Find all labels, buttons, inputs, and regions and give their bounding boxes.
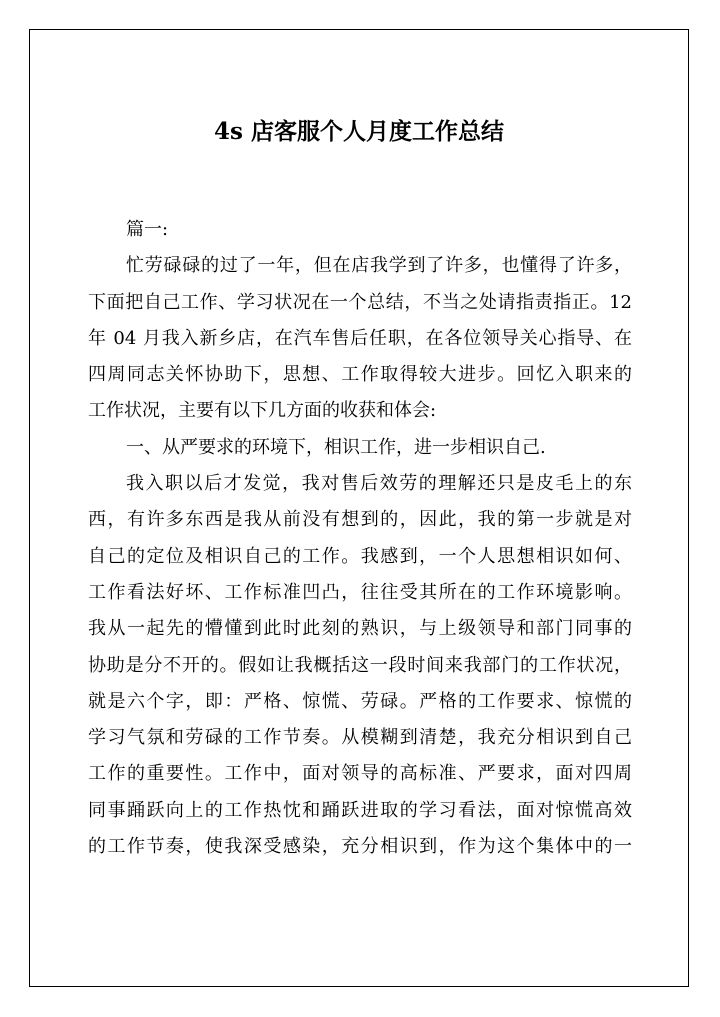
body-line: 我入职以后才发觉，我对售后效劳的理解还只是皮毛上的东 bbox=[126, 473, 632, 495]
body-line: 工作状况，主要有以下几方面的收获和体会: bbox=[88, 400, 437, 422]
body-line: 就是六个字，即：严格、惊慌、劳碌。严格的工作要求、惊慌的 bbox=[88, 690, 632, 712]
body-line: 一、从严要求的环境下，相识工作，进一步相识自己. bbox=[126, 436, 546, 458]
document-title: 4s 店客服个人月度工作总结 bbox=[214, 118, 504, 145]
body-line: 协助是分不开的。假如让我概括这一段时间来我部门的工作状况， bbox=[88, 654, 632, 676]
body-line: 学习气氛和劳碌的工作节奏。从模糊到清楚，我充分相识到自己 bbox=[88, 727, 632, 749]
body-line: 我从一起先的懵懂到此时此刻的熟识，与上级领导和部门同事的 bbox=[88, 618, 632, 640]
document-body bbox=[88, 212, 632, 865]
body-line: 的工作节奏，使我深受感染，充分相识到，作为这个集体中的一 bbox=[88, 836, 632, 858]
body-line: 下面把自己工作、学习状况在一个总结，不当之处请指责指正。12 bbox=[88, 291, 632, 313]
body-line: 同事踊跃向上的工作热忱和踊跃进取的学习看法，面对惊慌高效 bbox=[88, 799, 632, 821]
body-line: 西，有许多东西是我从前没有想到的，因此，我的第一步就是对 bbox=[88, 509, 632, 531]
body-line: 工作的重要性。工作中，面对领导的高标准、严要求，面对四周 bbox=[88, 763, 632, 785]
body-line: 篇一: bbox=[126, 219, 169, 240]
body-line: 年 04 月我入新乡店，在汽车售后任职，在各位领导关心指导、在 bbox=[88, 327, 632, 349]
body-line: 四周同志关怀协助下，思想、工作取得较大进步。回忆入职来的 bbox=[88, 364, 632, 386]
body-line: 忙劳碌碌的过了一年，但在店我学到了许多，也懂得了许多， bbox=[126, 255, 632, 277]
body-line: 自己的定位及相识自己的工作。我感到，一个人思想相识如何、 bbox=[88, 545, 632, 567]
body-line: 工作看法好坏、工作标准凹凸，往往受其所在的工作环境影响。 bbox=[88, 581, 632, 603]
